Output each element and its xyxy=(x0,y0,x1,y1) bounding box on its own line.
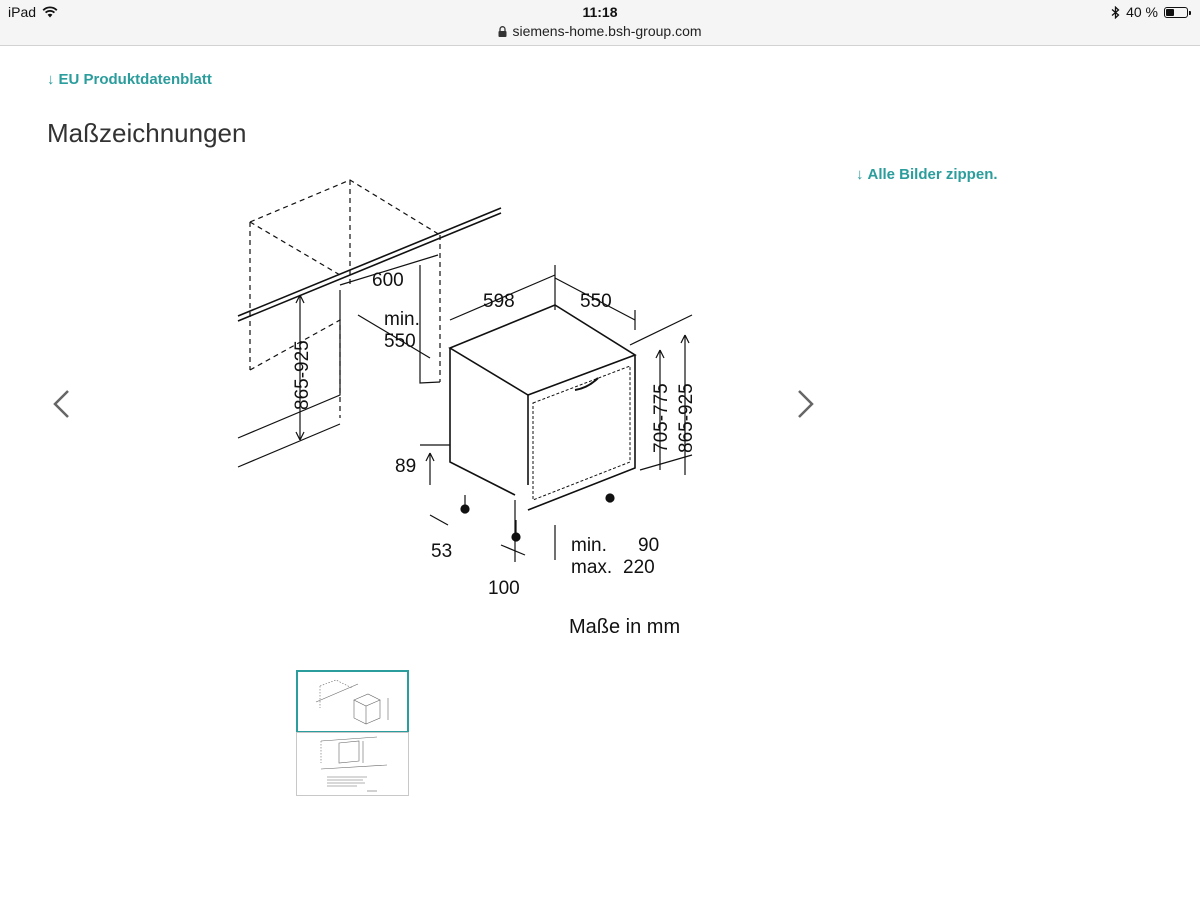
dim-base-height: 89 xyxy=(395,456,417,477)
page-title: Maßzeichnungen xyxy=(47,118,247,148)
address-bar[interactable] xyxy=(0,23,1200,39)
status-bar xyxy=(0,0,1200,46)
device-name: iPad xyxy=(8,4,37,20)
download-arrow-icon: ↓ xyxy=(856,166,864,183)
dim-niche-depth: 600 xyxy=(372,270,404,291)
drawing-caption: Maße in mm xyxy=(569,616,681,638)
eu-datasheet-label: EU Produktdatenblatt xyxy=(58,71,212,88)
battery-percent: 40 % xyxy=(1126,4,1158,20)
thumbnail-2[interactable] xyxy=(296,732,409,796)
dim-min-value: 550 xyxy=(384,331,416,352)
dim-plinth-max-value: 220 xyxy=(623,557,655,578)
dim-min-label: min. xyxy=(384,309,420,330)
status-right xyxy=(1111,4,1188,20)
dim-niche-height: 865-925 xyxy=(292,340,313,410)
dim-depth: 550 xyxy=(580,291,612,312)
url-text: siemens-home.bsh-group.com xyxy=(512,23,702,39)
thumbnail-drawing xyxy=(297,733,408,795)
thumbnail-drawing xyxy=(298,672,407,731)
battery-fill xyxy=(1166,9,1174,16)
chevron-right-icon xyxy=(790,385,820,425)
dim-plinth-min-value: 90 xyxy=(638,535,660,556)
carousel-next-button[interactable] xyxy=(790,385,820,425)
dim-plinth-min-label: min. xyxy=(571,535,607,556)
bluetooth-icon xyxy=(1111,6,1120,19)
dim-door-height: 705-775 xyxy=(651,383,672,453)
dim-front-offset: 100 xyxy=(488,578,520,599)
thumbnail-strip xyxy=(296,670,410,796)
dimension-drawing xyxy=(220,170,720,650)
dim-width: 598 xyxy=(483,291,515,312)
dim-foot-offset: 53 xyxy=(431,541,453,562)
battery-icon xyxy=(1164,7,1188,18)
download-arrow-icon: ↓ xyxy=(47,71,55,88)
dim-total-height: 865-925 xyxy=(676,383,697,453)
zip-images-link[interactable] xyxy=(856,166,998,183)
dim-plinth-max-label: max. xyxy=(571,557,613,578)
clock: 11:18 xyxy=(582,4,618,20)
thumbnail-1[interactable] xyxy=(296,670,409,733)
eu-datasheet-link[interactable] xyxy=(47,71,212,88)
zip-images-label: Alle Bilder zippen. xyxy=(867,166,998,183)
lock-icon xyxy=(498,26,507,37)
chevron-left-icon xyxy=(47,385,77,425)
carousel-prev-button[interactable] xyxy=(47,385,77,425)
